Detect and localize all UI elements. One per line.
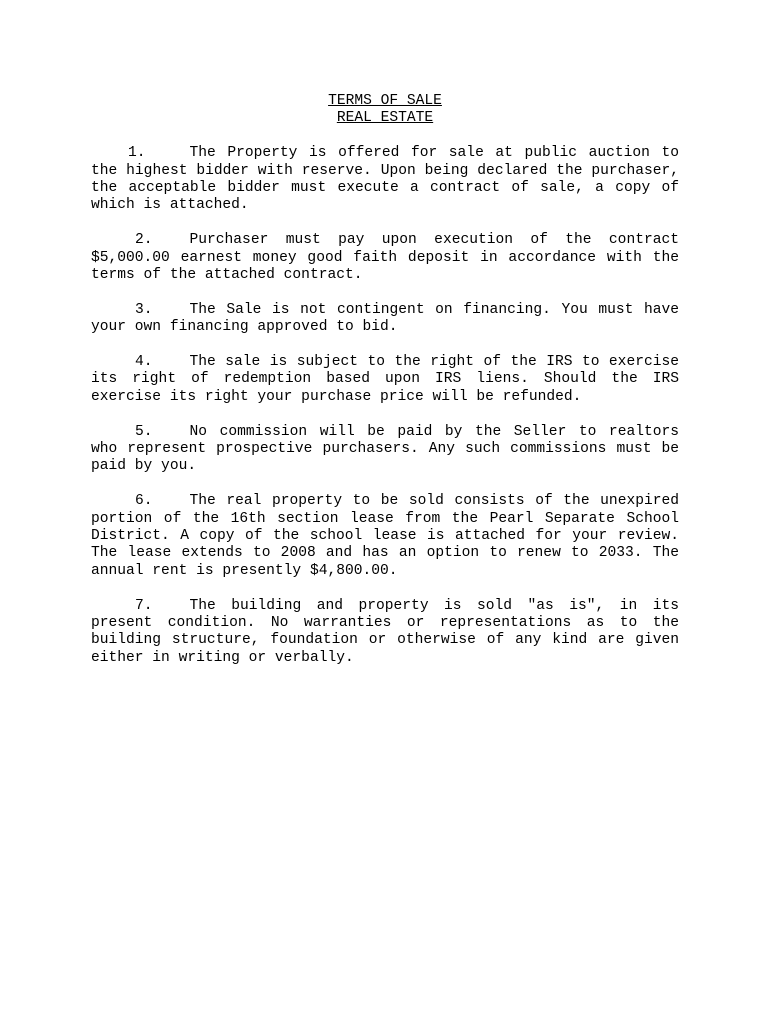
paragraph-number: 7. bbox=[135, 597, 153, 614]
paragraph-2 bbox=[91, 232, 679, 284]
paragraph-text: The real property to be sold consists of the unexpired portion of the 16th section lease from the Pearl Separate School District. A copy of the school lease is attached for your review. The lease extends to 2008 and has an option to renew to 2033. The annual rent is presently $4,800.00. bbox=[91, 493, 679, 579]
paragraph-5 bbox=[91, 424, 679, 476]
document-title: TERMS OF SALE bbox=[328, 93, 442, 109]
paragraph-4 bbox=[91, 354, 679, 406]
paragraph-number: 1. bbox=[128, 145, 146, 162]
paragraph-number: 3. bbox=[135, 301, 153, 318]
paragraph-text: The building and property is sold "as is", in its present condition. No warranties or representations as to the building structure, foundation or otherwise of any kind are given either in writing or verbally. bbox=[91, 597, 679, 666]
paragraph-number: 5. bbox=[135, 423, 153, 440]
paragraph-6 bbox=[91, 493, 679, 580]
paragraph-number: 6. bbox=[135, 493, 153, 510]
paragraph-7 bbox=[91, 598, 679, 668]
paragraph-text: The Sale is not contingent on financing. You must have your own financing approved to bid. bbox=[91, 301, 679, 336]
document-page bbox=[91, 93, 679, 685]
paragraph-text: No commission will be paid by the Seller to realtors who represent prospective purchasers. Any such commissions must be paid by you. bbox=[91, 423, 679, 475]
paragraph-1 bbox=[91, 145, 679, 215]
paragraph-text: Purchaser must pay upon execution of the contract $5,000.00 earnest money good faith deposit in accordance with the terms of the attached contract. bbox=[91, 232, 679, 284]
paragraph-text: The Property is offered for sale at public auction to the highest bidder with reserve. Upon being declared the purchaser, the acceptable bidder must execute a contract of sale, a copy of which is attached. bbox=[91, 145, 679, 214]
document-subtitle: REAL ESTATE bbox=[336, 110, 434, 127]
paragraph-number: 4. bbox=[135, 354, 153, 371]
paragraph-3 bbox=[91, 302, 679, 337]
paragraph-text: The sale is subject to the right of the IRS to exercise its right of redemption based upon IRS liens. Should the IRS exercise its right your purchase price will be refunded. bbox=[91, 354, 679, 405]
document-header bbox=[91, 93, 679, 128]
paragraph-number: 2. bbox=[135, 232, 153, 249]
